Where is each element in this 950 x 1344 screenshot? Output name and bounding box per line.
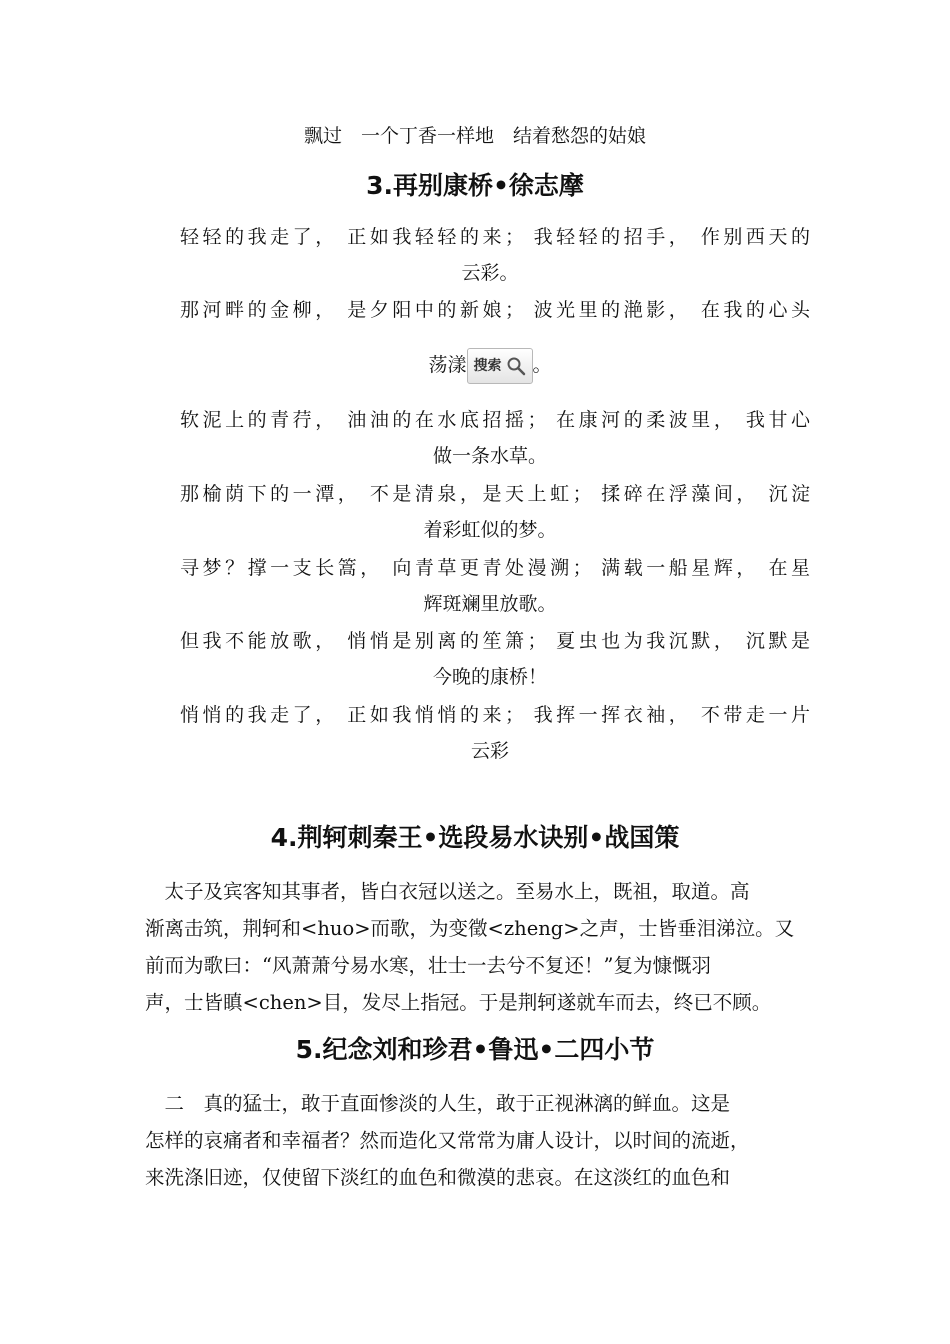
poem-stanza-6 (170, 629, 810, 689)
section-4-title: 4.荆轲刺秦王•选段易水诀别•战国策 (270, 823, 680, 852)
prose-line: 来洗涤旧迹，仅使留下淡红的血色和微漠的悲哀。在这淡红的血色和 (145, 1166, 731, 1189)
prose-line: 声，士皆瞋<chen>目，发尽上指冠。于是荆轲遂就车而去，终已不顾。 (145, 991, 772, 1014)
stanza-line-end: 着彩虹似的梦。 (423, 519, 557, 541)
prose-line: 怎样的哀痛者和幸福者？然而造化又常常为庸人设计，以时间的流逝， (145, 1129, 750, 1152)
stanza-line: 但我不能放歌， 悄悄是别离的笙箫； 夏虫也为我沉默， 沉默是 (180, 630, 810, 652)
section-4-body (145, 873, 810, 1021)
search-button[interactable] (467, 348, 533, 384)
poem-stanza-1 (170, 225, 810, 285)
poem-stanza-7 (170, 703, 810, 763)
poem-stanza-2 (170, 298, 810, 384)
prose-line: 太子及宾客知其事者，皆白衣冠以送之。至易水上，既祖，取道。高 (145, 880, 750, 903)
section-5-body (145, 1085, 810, 1196)
poem-stanza-3 (170, 408, 810, 468)
stanza-line-end: 云彩。 (461, 262, 519, 284)
stanza-line-end-with-button (170, 348, 810, 384)
stanza-line-end: 做一条水草。 (432, 445, 547, 467)
stanza-line-end: 辉斑斓里放歌。 (423, 593, 557, 615)
search-button-label: 搜索 (473, 358, 502, 374)
prose-line: 渐离击筑，荆轲和<huo>而歌，为变徵<zheng>之声，士皆垂泪涕泣。又 (145, 917, 795, 940)
stanza-line-end: 云彩 (470, 740, 509, 762)
stanza-line: 轻轻的我走了， 正如我轻轻的来； 我轻轻的招手， 作别西天的 (180, 226, 810, 248)
section-3-title: 3.再别康桥•徐志摩 (366, 171, 584, 200)
poem-stanza-5 (170, 556, 810, 616)
stanza-line-punct: 。 (532, 354, 552, 376)
section-5-title: 5.纪念刘和珍君•鲁迅•二四小节 (295, 1035, 655, 1064)
prose-line: 前而为歌曰：“风萧萧兮易水寒，壮士一去兮不复还！”复为慷慨羽 (145, 954, 711, 977)
prose-line: 二 真的猛士，敢于直面惨淡的人生，敢于正视淋漓的鲜血。这是 (145, 1092, 731, 1115)
stanza-line: 软泥上的青荇， 油油的在水底招摇； 在康河的柔波里， 我甘心 (180, 409, 810, 431)
stanza-line: 那榆荫下的一潭， 不是清泉，是天上虹； 揉碎在浮藻间， 沉淀 (180, 483, 810, 505)
stanza-line: 那河畔的金柳， 是夕阳中的新娘； 波光里的滟影， 在我的心头 (180, 299, 810, 321)
poem-closing-line: 飘过 一个丁香一样地 结着愁怨的姑娘 (303, 125, 646, 147)
stanza-line-end: 今晚的康桥！ (432, 666, 547, 688)
stanza-line: 悄悄的我走了， 正如我悄悄的来； 我挥一挥衣袖， 不带走一片 (180, 704, 810, 726)
magnifier-icon (506, 356, 526, 376)
stanza-line: 寻梦？撑一支长篙， 向青草更青处漫溯； 满载一船星辉， 在星 (180, 557, 810, 579)
stanza-line-end: 荡漾 (428, 354, 467, 376)
poem-stanza-4 (170, 482, 810, 542)
